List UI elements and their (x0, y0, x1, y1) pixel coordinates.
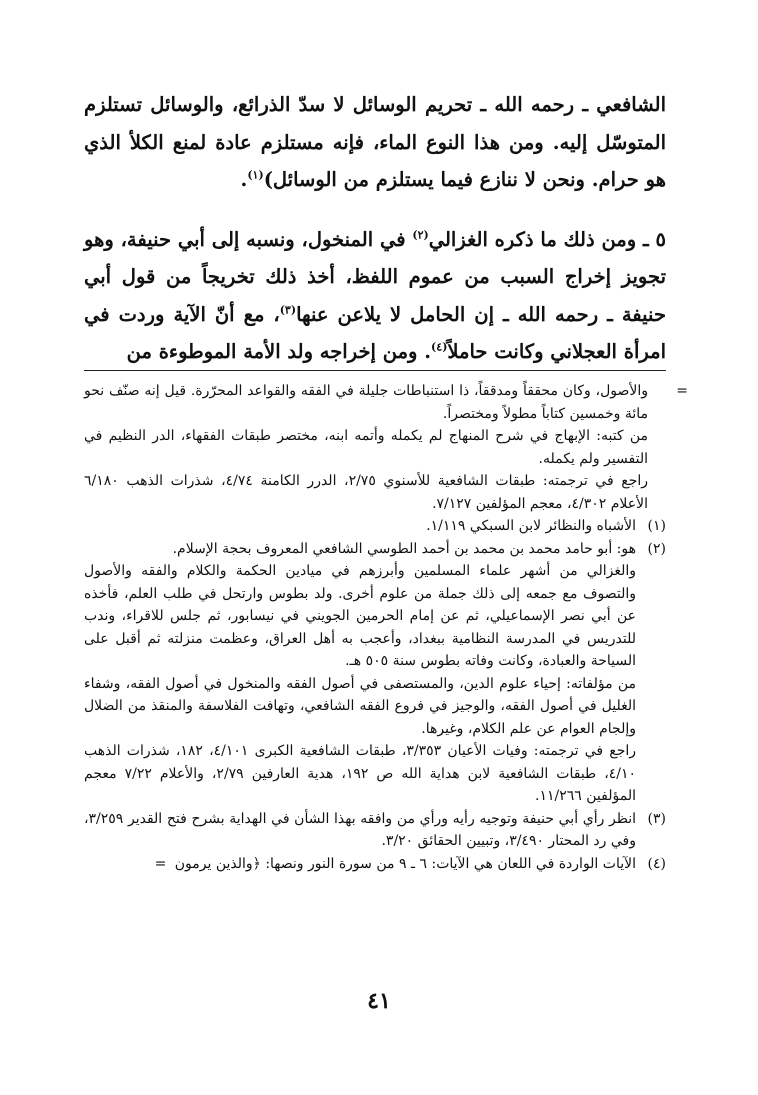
para2-text-d: ، مع أنّ الآية وردت في (84, 302, 280, 326)
footnote-3-text: انظر رأي أبي حنيفة وتوجيه رأيه ورأي من وافقه بهذا الشأن في الهداية بشرح فتح القدير ٣/٢٥٩، وفي رد المحتار ٣/٤٩٠، وتبيين الحقائق ٣/٢٠. (84, 810, 636, 849)
footnote-2-text: هو: أبو حامد محمد بن محمد بن أحمد الطوسي الشافعي المعروف بحجة الإسلام. (172, 540, 636, 557)
footnote-3 (84, 808, 666, 853)
para2-text-c: حنيفة ـ رحمه الله ـ إن الحامل لا يلاعن عنها (296, 302, 666, 326)
footnote-2-bio-text: والغزالي من أشهر علماء المسلمين وأبرزهم في ميادين الحكمة والكلام والفقه والأصول والتصوف مع جمعه إلى ذلك جملة من علوم أخرى. ولد بطوس وارتحل في طلب العلم، فأخذه عن أبي نصر الإسماعيلي، ثم عن إمام الحرمين الجويني في نيسابور، ثم جلس للاقراء، وندب للتدريس في المدرسة النظامية ببغداد، وأعجب به أهل العراق، وعظمت منزلته ثم أقبل على السياحة والعبادة، وكانت وفاته بطوس سنة ٥٠٥ هـ. (84, 563, 636, 669)
footnote-2-books-text: من مؤلفاته: إحياء علوم الدين، والمستصفى في أصول الفقه والمنخول في أصول الفقه، وشفاء الغليل في أصول الفقه، والوجيز في فروع الفقه الشافعي، وتهافت الفلاسفة والمنقذ من الضلال وإلجام العوام عن علم الكلام، وغيرها. (84, 675, 636, 737)
footnote-continuation (84, 380, 688, 425)
para2-text-f: . ومن إخراجه ولد الأمة الموطوءة من (126, 340, 432, 363)
footnote-2-refs (84, 740, 666, 808)
footnote-1-number: (١) (647, 518, 666, 534)
paragraph-1 (84, 86, 666, 199)
continuation-text: والأصول، وكان محققاً ومدققاً، ذا استنباطات جليلة في الفقه والقواعد المحرّرة. قيل إنه صنّف نحو مائة وخمسين كتاباً مطولاً ومختصراً. (84, 383, 648, 422)
footnote-1 (84, 515, 666, 538)
footnote-2 (84, 538, 666, 561)
para1-end: . (240, 168, 248, 191)
continuation-refs: راجع في ترجمته: طبقات الشافعية للأسنوي ٢/٧٥، الدرر الكامنة ٤/٧٤، شذرات الذهب ٦/١٨٠ الأعلام ٤/٣٠٢، معجم المؤلفين ٧/١٢٧. (84, 473, 648, 512)
footnote-divider (84, 370, 666, 371)
footnotes (84, 380, 688, 875)
para2-text-a: ومن ذلك ما ذكره الغزالي (428, 227, 637, 251)
footnote-4-text: الآيات الواردة في اللعان هي الآيات: ٦ ـ ٩ من سورة النور ونصها: ﴿والذين يرمون (174, 855, 636, 872)
footnote-4-number: (٤) (647, 855, 666, 872)
footnote-ref-4[interactable]: (٤) (431, 340, 448, 354)
para1-line-3: هو حرام. ونحن لا ننازع فيما يستلزم من الوسائل) (263, 168, 666, 191)
continuation-books: من كتبه: الإبهاج في شرح المنهاج لم يكمله وأتمه ابنه، مختصر طبقات الفقهاء، الدر النظيم في التفسير ولم يكمله. (84, 428, 648, 467)
page-number: ٤١ (367, 988, 391, 1014)
para2-text-b: في المنخول، ونسبه إلى أبي حنيفة، وهو (84, 227, 413, 251)
footnote-2-books (84, 673, 666, 741)
footnote-2-bio (84, 560, 666, 673)
footnote-ref-3[interactable]: (٣) (279, 303, 297, 316)
continuation-mark: = (676, 383, 688, 399)
footnote-1-text: الأشباه والنظائر لابن السبكي ١/١١٩. (426, 518, 636, 534)
main-text (84, 86, 666, 371)
footnote-4 (84, 853, 666, 876)
footnote-ref-2[interactable]: (٢) (412, 228, 429, 241)
footnote-3-number: (٣) (647, 810, 666, 827)
footnote-2-refs-text: راجع في ترجمته: وفيات الأعيان ٣/٣٥٣، طبقات الشافعية الكبرى ٤/١٠١، ١٨٢، شذرات الذهب ٤/١٠، طبقات الشافعية لابن هداية الله ص ١٩٢، هدية العارفين ٢/٧٩، والأعلام ٧/٢٢ معجم المؤلفين ١١/٢٦٦. (84, 743, 637, 804)
footnote-2-number: (٢) (647, 540, 666, 557)
para1-line-2: المتوسّل إليه. ومن هذا النوع الماء، فإنه مستلزم عادة لمنع الكلأ الذي (84, 130, 666, 154)
footnote-ref-1[interactable]: (١) (247, 168, 264, 182)
footnote-4-continues-mark: = (154, 855, 167, 872)
paragraph-2 (84, 221, 666, 371)
para1-line-1: الشافعي ـ رحمه الله ـ تحريم الوسائل لا سدّ الذرائع، والوسائل تستلزم (84, 93, 666, 116)
para2-text-e: امرأة العجلاني وكانت حاملاً (447, 340, 666, 363)
para2-line-2: تجويز إخراج السبب من عموم اللفظ، أخذ ذلك تخريجاً من قول أبي (84, 265, 666, 288)
item-number-5: ٥ ـ (643, 227, 667, 251)
